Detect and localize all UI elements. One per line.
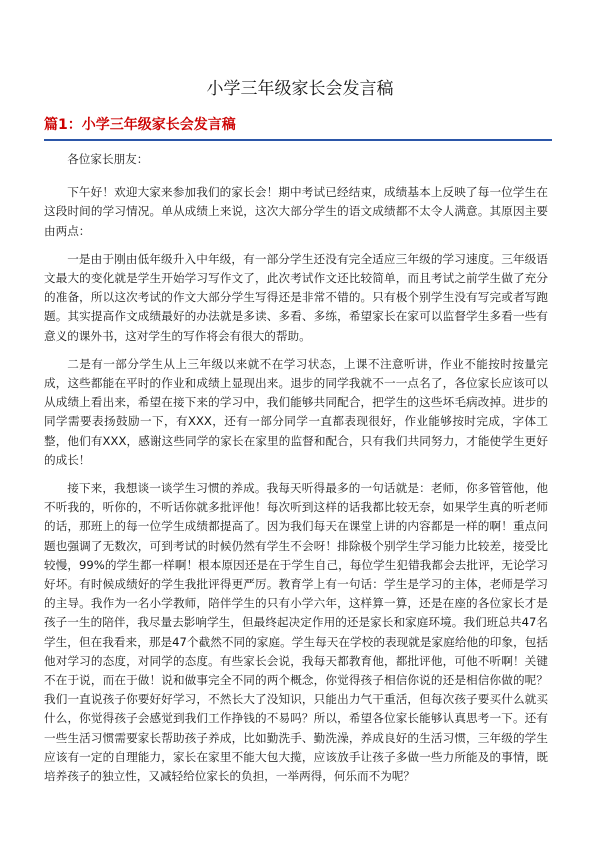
section-divider bbox=[44, 139, 552, 141]
salutation: 各位家长朋友： bbox=[67, 152, 149, 166]
paragraph-reason-two: 二是有一部分学生从上三年级以来就不在学习状态，上课不注意听讲，作业不能按时按量完成，这些都能在平时的作业和成绩上显现出来。退步的同学我就不一一点名了，各位家长应该可以从成绩上看出来，希望在接下来的学习中，我们能够共同配合，把学生的这些坏毛病改掉。进步的同学需要表扬鼓励一下，有XXX，还有一部分同学一直都表现很好，作业能够按时完成，字体工整，他们有XXX，感谢这些同学的家长在家里的监督和配合，只有我们共同努力，才能使学生更好的成长！ bbox=[44, 356, 548, 467]
paragraph-reason-one: 一是由于刚由低年级升入中年级，有一部分学生还没有完全适应三年级的学习速度。三年级语文最大的变化就是学生开始学习写作文了，此次考试作文还比较简单，而且考试之前学生做了充分的准备，所以这次考试的作文大部分学生写得还是非常不错的。只有极个别学生没有写完或者写跑题。其实提高作文成绩最好的办法就是多读、多看、多练，希望家长在家可以监督学生多看一些有意义的课外书，这对学生的写作将会有很大的帮助。 bbox=[44, 251, 548, 343]
paragraph-greeting: 下午好！欢迎大家来参加我们的家长会！期中考试已经结束，成绩基本上反映了每一位学生在这段时间的学习情况。单从成绩上来说，这次大部分学生的语文成绩都不太令人满意。其原因主要由两点： bbox=[44, 185, 548, 238]
document-body bbox=[44, 150, 548, 795]
document-title: 小学三年级家长会发言稿 bbox=[206, 79, 394, 99]
section-heading: 篇1：小学三年级家长会发言稿 bbox=[44, 117, 236, 133]
paragraph-habits: 接下来，我想谈一谈学生习惯的养成。我每天听得最多的一句话就是：老师，你多管管他，他不听我的，听你的，不听话你就多批评他！每次听到这样的话我都比较无奈，如果学生真的听老师的话，那班上的每一位学生成绩都提高了。因为我们每天在课堂上讲的内容都是一样的啊！重点问题也强调了无数次，可到考试的时候仍然有学生不会呀！排除极个别学生学习能力比较差，接受比较慢，99%的学生都一样啊！根本原因还是在于学生自己，每位学生犯错我都会去批评，无论学习好坏。有时候成绩好的学生我批评得更严厉。教育学上有一句话：学生是学习的主体，老师是学习的主导。我作为一名小学教师，陪伴学生的只有小学六年，这样算一算，还是在座的各位家长才是孩子一生的陪伴，我尽量去影响学生，但最终起决定作用的还是家长和家庭环境。我们班总共47名学生，但在我看来，那是47个截然不同的家庭。学生每天在学校的表现就是家庭给他的印象，包括他对学习的态度，对同学的态度。有些家长会说，我每天都教育他，都批评他，可他不听啊！关键不在于说，而在于做！说和做事完全不同的两个概念，你觉得孩子相信你说的还是相信你做的呢？我们一直说孩子你要好好学习，不然长大了没知识，只能出力气干重活，但每次孩子要买什么就买什么，你觉得孩子会感觉到我们工作挣钱的不易吗？所以，希望各位家长能够认真思考一下。还有一些生活习惯需要家长帮助孩子养成，比如勤洗手、勤洗澡，养成良好的生活习惯，三年级的学生应该有一定的自理能力，家长在家里不能大包大揽，应该放手让孩子多做一些力所能及的事情，既培养孩子的独立性，又减轻给位家长的负担，一举两得，何乐而不为呢？ bbox=[44, 481, 548, 784]
